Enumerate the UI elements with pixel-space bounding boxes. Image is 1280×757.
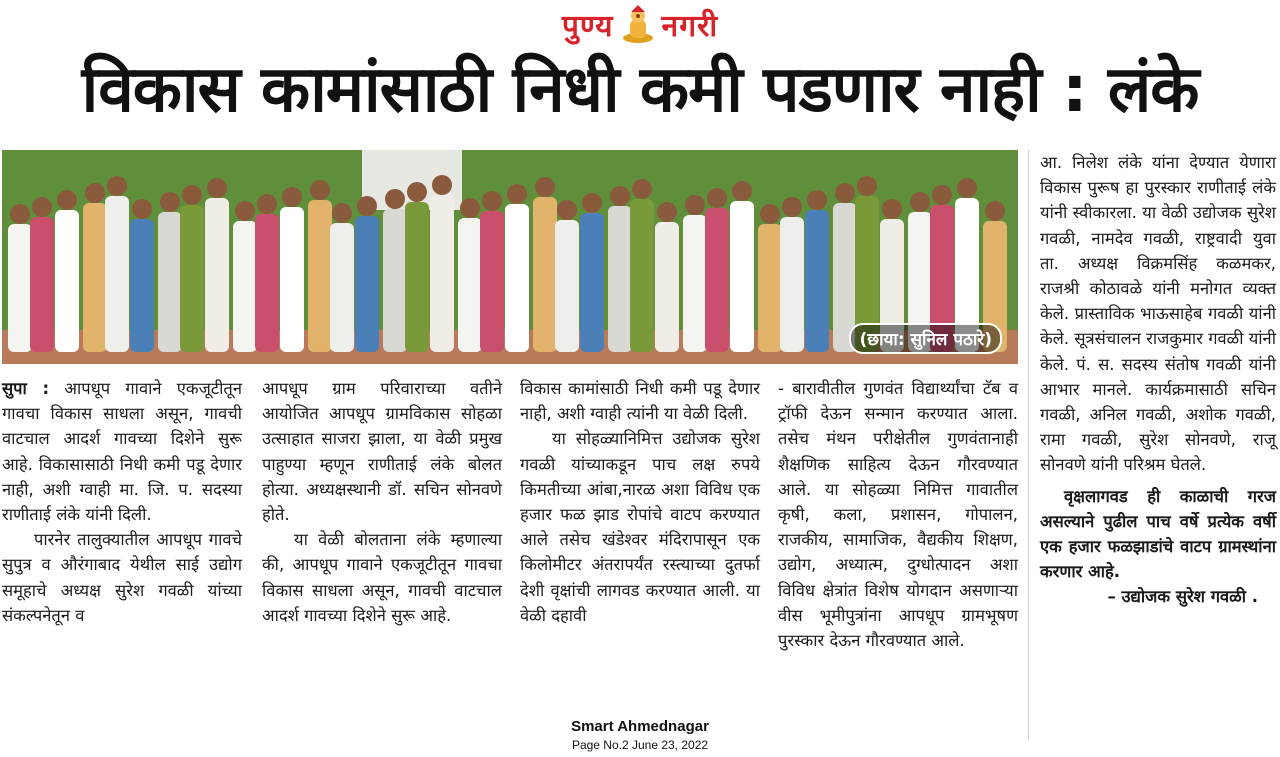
masthead [0, 2, 1280, 46]
person-silhouette [458, 198, 482, 352]
headline: विकास कामांसाठी निधी कमी पडणार नाही : लंके [81, 53, 1199, 127]
article-paragraph: या सोहळ्यानिमित्त उद्योजक सुरेश गवळी यांच्याकडून पाच लक्ष रुपये किमतीच्या आंबा,नारळ अशा विविध एक हजार फळ झाड रोपांचे वाटप करण्यात आले तसेच खंडेश्वर मंदिरापासून एक किलोमीटर अंतरापर्यंत रस्त्याच्या दुतर्फा देशी वृक्षांची लागवड करण्यात आली. या वेळी दहावी [520, 429, 760, 625]
person-silhouette [405, 182, 429, 352]
person-silhouette [8, 204, 32, 352]
masthead-deity-icon [620, 4, 656, 44]
article-column-4 [778, 376, 1018, 653]
article-column-5 [1040, 150, 1276, 610]
person-silhouette [55, 190, 79, 352]
person-silhouette [533, 177, 557, 352]
person-silhouette [580, 193, 604, 352]
person-silhouette [383, 189, 407, 352]
person-silhouette [805, 190, 829, 352]
article-paragraph: आपधूप ग्राम परिवाराच्या वतीने आयोजित आपधूप ग्रामविकास सोहळा उत्साहात साजरा झाला, या वेळी प्रमुख पाहुण्या म्हणून राणीताई लंके बोलत होत्या. अध्यक्षस्थानी डॉ. सचिन सोनवणे होते. [262, 379, 502, 525]
article-column-2 [262, 376, 502, 628]
person-silhouette [30, 197, 54, 352]
person-silhouette [130, 199, 154, 352]
article-paragraph: या वेळी बोलताना लंके म्हणाल्या की, आपधूप गावाने एकजूटीतून गावचा विकास साधला असून, गावची वाटचाल आदर्श गावच्या दिशेने सुरू आहे. [262, 530, 502, 625]
person-silhouette [205, 178, 229, 352]
footer-page-info: Page No.2 June 23, 2022 [571, 738, 709, 752]
masthead-left-word: पुण्य [561, 8, 614, 44]
person-silhouette [758, 204, 782, 352]
person-silhouette [83, 183, 107, 352]
article-paragraph: पारनेर तालुक्यातील आपधूप गावचे सुपुत्र व औरंगाबाद येथील साई उद्योग समूहाचे अध्यक्ष सुरेश गवळी यांच्या संकल्पनेतून व [2, 530, 242, 625]
photo-credit: (छाया: सुनिल पठारे) [849, 323, 1002, 354]
pull-quote-author: – उद्योजक सुरेश गवळी . [1107, 587, 1258, 607]
group-photo [2, 150, 1018, 364]
dateline: सुपा : [2, 379, 50, 398]
footer-publication: Smart Ahmednagar [571, 718, 709, 735]
person-silhouette [730, 181, 754, 352]
person-silhouette [780, 197, 804, 352]
person-silhouette [255, 194, 279, 352]
person-silhouette [430, 175, 454, 352]
person-silhouette [683, 195, 707, 352]
person-silhouette [180, 185, 204, 352]
person-silhouette [555, 200, 579, 352]
article-column-3 [520, 376, 760, 628]
person-silhouette [608, 186, 632, 352]
article-paragraph: - बारावीतील गुणवंत विद्यार्थ्यांचा टॅब व ट्रॉफी देऊन सन्मान करण्यात आला. तसेच मंथन परीक्षेतील गुणवंतानाही शैक्षणिक साहित्य देऊन गौरवण्यात आले. या सोहळ्या निमित्त गावातील कृषी, कला, प्रशासन, गोपालन, राजकीय, सामाजिक, वैद्यकीय शिक्षण, उद्योग, अध्यात्म, दुग्धोत्पादन अशा विविध क्षेत्रांत विशेष योगदान असणाऱ्या वीस भूमीपुत्रांना आपधूप ग्रामभूषण पुरस्कार देऊन गौरवण्यात आले. [778, 379, 1018, 651]
article-paragraph: विकास कामांसाठी निधी कमी पडू देणार नाही, अशी ग्वाही त्यांनी या वेळी दिली. [520, 379, 760, 424]
person-silhouette [280, 187, 304, 352]
person-silhouette [630, 179, 654, 352]
pull-quote-text: वृक्षलागवड ही काळाची गरज असल्याने पुढील पाच वर्षे प्रत्येक वर्षी एक हजार फळझाडांचे वाटप ग्रामस्थांना करणार आहे. [1040, 486, 1276, 582]
person-silhouette [308, 180, 332, 352]
person-silhouette [655, 202, 679, 352]
article-paragraph: आ. निलेश लंके यांना देण्यात येणारा विकास पुरूष हा पुरस्कार राणीताई लंके यांनी स्वीकारला. या वेळी उद्योजक सुरेश गवळी, नामदेव गवळी, राष्ट्रवादी युवा ता. अध्यक्ष विक्रमसिंह कळमकर, राजश्री कोठावळे यांनी मनोगत व्यक्त केले. प्रास्ताविक भाऊसाहेब गवळी यांनी केले. सूत्रसंचालन राजकुमार गवळी यांनी केले. पं. स. सदस्य संतोष गवळी यांनी आभार मानले. कार्यक्रमासाठी सचिन गवळी, अनिल गवळी, अशोक गवळी, रामा गवळी, सुरेश सोनवणे, राजू सोनवणे यांनी परिश्रम घेतले. [1040, 153, 1276, 475]
person-silhouette [105, 176, 129, 352]
person-silhouette [330, 203, 354, 352]
masthead-right-word: नगरी [661, 8, 719, 44]
person-silhouette [480, 191, 504, 352]
person-silhouette [158, 192, 182, 352]
article-paragraph: आपधूप गावाने एकजूटीतून गावचा विकास साधला असून, गावची वाटचाल आदर्श गावच्या दिशेने सुरू आहे. विकासासाठी निधी कमी पडू देणार नाही, अशी ग्वाही मा. जि. प. सदस्या राणीताई लंके यांनी दिली. [2, 379, 242, 525]
column-divider [1028, 150, 1029, 740]
pull-quote [1040, 484, 1276, 610]
person-silhouette [355, 196, 379, 352]
article-column-1 [2, 376, 242, 628]
person-silhouette [233, 201, 257, 352]
person-silhouette [705, 188, 729, 352]
person-silhouette [505, 184, 529, 352]
